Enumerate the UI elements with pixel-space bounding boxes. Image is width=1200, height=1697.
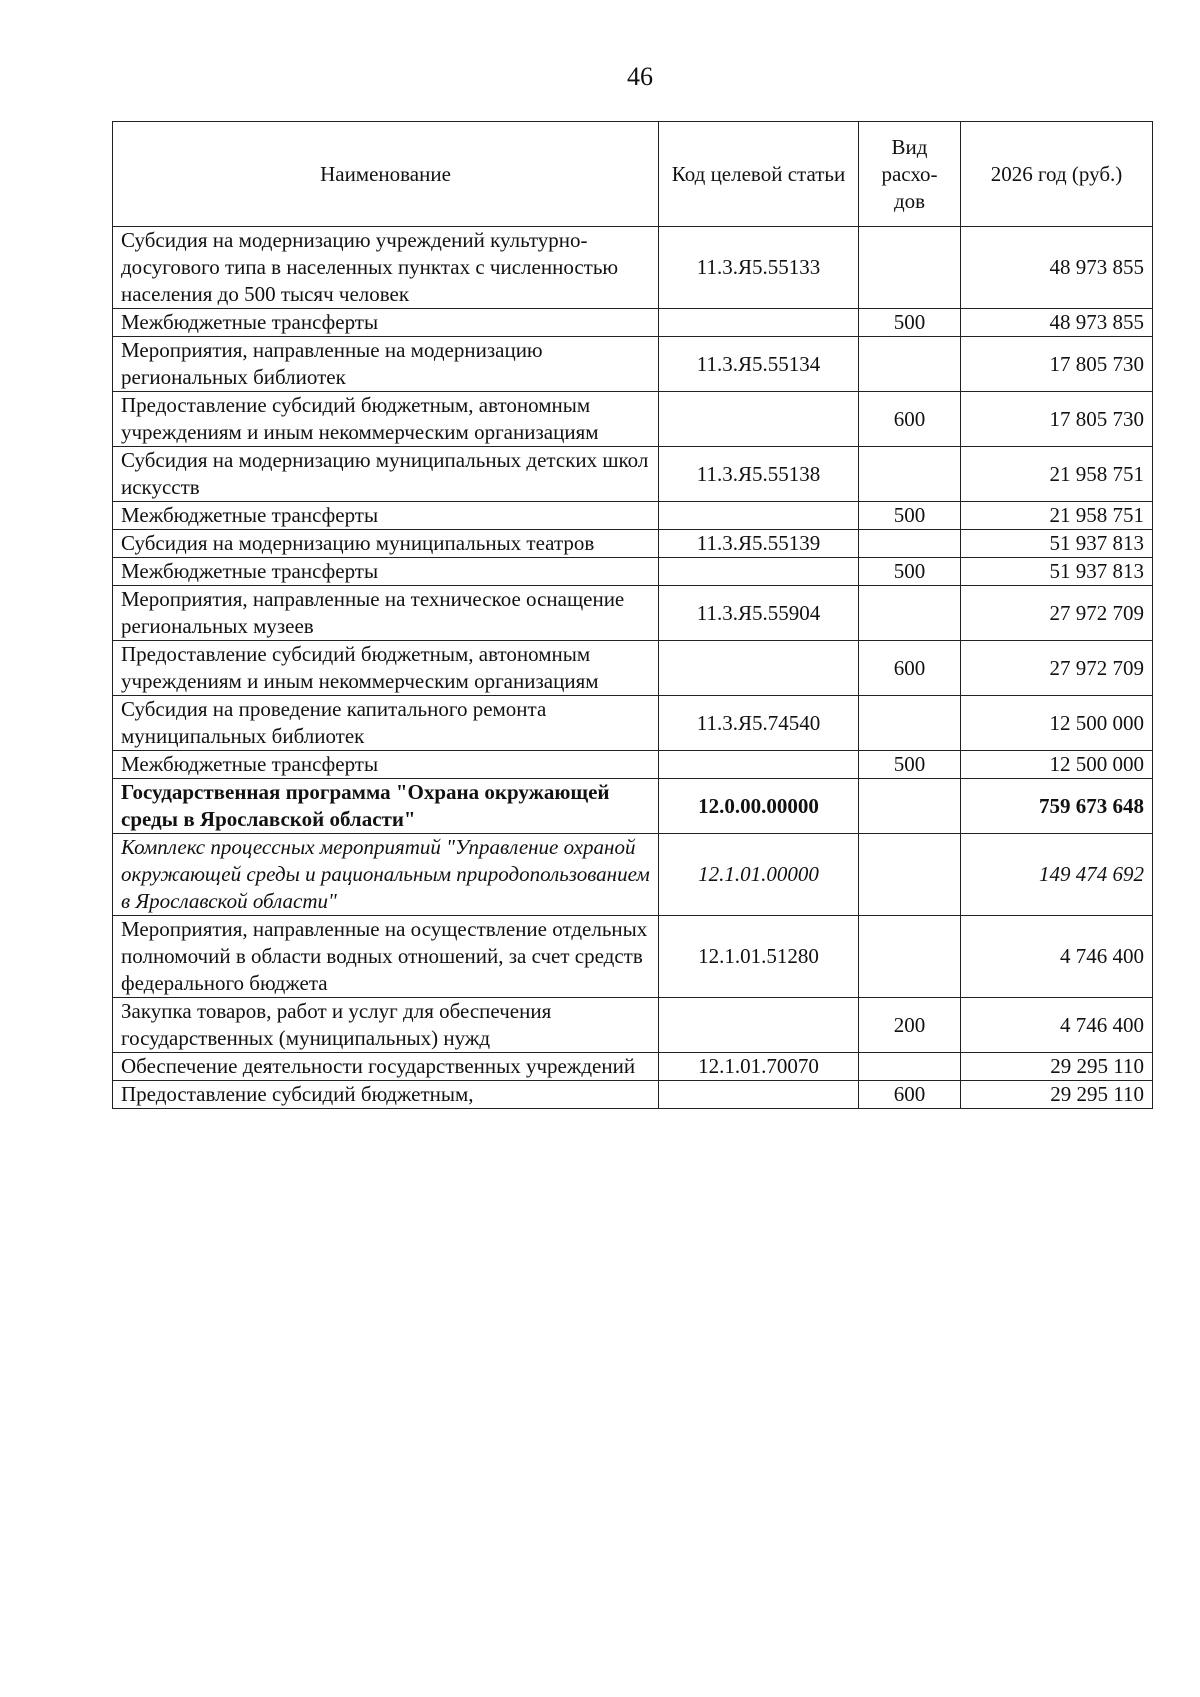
row-code <box>659 392 859 447</box>
row-kind <box>859 696 961 751</box>
row-amount: 17 805 730 <box>961 337 1153 392</box>
row-amount: 51 937 813 <box>961 558 1153 586</box>
table-row <box>113 751 1153 779</box>
row-name: Субсидия на проведение капитального ремонта муниципальных библиотек <box>113 696 659 751</box>
row-code <box>659 1081 859 1109</box>
row-kind: 600 <box>859 392 961 447</box>
table-row <box>113 998 1153 1053</box>
header-kind: Вид расхо-дов <box>859 122 961 227</box>
table-row <box>113 502 1153 530</box>
row-code: 11.3.Я5.55139 <box>659 530 859 558</box>
row-code: 11.3.Я5.55133 <box>659 227 859 309</box>
page-number: 46 <box>627 62 653 91</box>
row-name: Мероприятия, направленные на техническое оснащение региональных музеев <box>113 586 659 641</box>
row-code: 12.0.00.00000 <box>659 779 859 834</box>
row-code: 12.1.01.00000 <box>659 834 859 916</box>
table-row <box>113 1053 1153 1081</box>
table-row <box>113 696 1153 751</box>
row-name: Предоставление субсидий бюджетным, автономным учреждениям и иным некоммерческим организациям <box>113 392 659 447</box>
row-name: Субсидия на модернизацию муниципальных театров <box>113 530 659 558</box>
row-kind: 600 <box>859 1081 961 1109</box>
table-row <box>113 1081 1153 1109</box>
row-code: 12.1.01.51280 <box>659 916 859 998</box>
row-name: Предоставление субсидий бюджетным, автономным учреждениям и иным некоммерческим организациям <box>113 641 659 696</box>
row-name: Межбюджетные трансферты <box>113 309 659 337</box>
row-code: 12.1.01.70070 <box>659 1053 859 1081</box>
row-name: Межбюджетные трансферты <box>113 558 659 586</box>
row-code: 11.3.Я5.74540 <box>659 696 859 751</box>
table-row <box>113 530 1153 558</box>
table-row <box>113 779 1153 834</box>
row-kind: 600 <box>859 641 961 696</box>
table-row <box>113 834 1153 916</box>
row-amount: 48 973 855 <box>961 309 1153 337</box>
header-code: Код целевой статьи <box>659 122 859 227</box>
row-code: 11.3.Я5.55904 <box>659 586 859 641</box>
table-row <box>113 641 1153 696</box>
table-row <box>113 916 1153 998</box>
row-kind <box>859 586 961 641</box>
row-amount: 149 474 692 <box>961 834 1153 916</box>
row-code: 11.3.Я5.55138 <box>659 447 859 502</box>
row-kind <box>859 779 961 834</box>
row-kind: 200 <box>859 998 961 1053</box>
row-kind: 500 <box>859 502 961 530</box>
row-name: Закупка товаров, работ и услуг для обеспечения государственных (муниципальных) нужд <box>113 998 659 1053</box>
row-name: Государственная программа "Охрана окружающей среды в Ярославской области" <box>113 779 659 834</box>
row-amount: 12 500 000 <box>961 751 1153 779</box>
row-kind: 500 <box>859 751 961 779</box>
row-amount: 29 295 110 <box>961 1081 1153 1109</box>
budget-table <box>112 121 1153 1109</box>
table-header-row <box>113 122 1153 227</box>
row-name: Субсидия на модернизацию учреждений культурно-досугового типа в населенных пунктах с численностью населения до 500 тысяч человек <box>113 227 659 309</box>
row-code <box>659 751 859 779</box>
row-name: Предоставление субсидий бюджетным, <box>113 1081 659 1109</box>
row-amount: 759 673 648 <box>961 779 1153 834</box>
row-amount: 4 746 400 <box>961 916 1153 998</box>
row-amount: 48 973 855 <box>961 227 1153 309</box>
row-name: Мероприятия, направленные на осуществление отдельных полномочий в области водных отношений, за счет средств федерального бюджета <box>113 916 659 998</box>
row-kind <box>859 834 961 916</box>
table-row <box>113 586 1153 641</box>
row-amount: 27 972 709 <box>961 586 1153 641</box>
row-amount: 12 500 000 <box>961 696 1153 751</box>
header-amount: 2026 год (руб.) <box>961 122 1153 227</box>
row-name: Субсидия на модернизацию муниципальных детских школ искусств <box>113 447 659 502</box>
row-name: Межбюджетные трансферты <box>113 751 659 779</box>
row-code <box>659 998 859 1053</box>
table-row <box>113 337 1153 392</box>
row-name: Межбюджетные трансферты <box>113 502 659 530</box>
header-name: Наименование <box>113 122 659 227</box>
row-name: Комплекс процессных мероприятий "Управление охраной окружающей среды и рациональным природопользованием в Ярославской области" <box>113 834 659 916</box>
row-kind <box>859 227 961 309</box>
table-row <box>113 392 1153 447</box>
row-amount: 51 937 813 <box>961 530 1153 558</box>
row-name: Обеспечение деятельности государственных учреждений <box>113 1053 659 1081</box>
row-amount: 21 958 751 <box>961 447 1153 502</box>
row-code <box>659 641 859 696</box>
row-kind <box>859 447 961 502</box>
row-kind <box>859 530 961 558</box>
row-amount: 27 972 709 <box>961 641 1153 696</box>
table-row <box>113 309 1153 337</box>
table-row <box>113 227 1153 309</box>
row-kind: 500 <box>859 309 961 337</box>
row-kind <box>859 1053 961 1081</box>
row-name: Мероприятия, направленные на модернизацию региональных библиотек <box>113 337 659 392</box>
row-code <box>659 558 859 586</box>
table-row <box>113 447 1153 502</box>
row-code: 11.3.Я5.55134 <box>659 337 859 392</box>
row-kind <box>859 916 961 998</box>
row-amount: 29 295 110 <box>961 1053 1153 1081</box>
table-body <box>113 227 1153 1109</box>
row-kind <box>859 337 961 392</box>
row-amount: 21 958 751 <box>961 502 1153 530</box>
row-amount: 4 746 400 <box>961 998 1153 1053</box>
row-code <box>659 309 859 337</box>
row-code <box>659 502 859 530</box>
row-amount: 17 805 730 <box>961 392 1153 447</box>
table-row <box>113 558 1153 586</box>
row-kind: 500 <box>859 558 961 586</box>
